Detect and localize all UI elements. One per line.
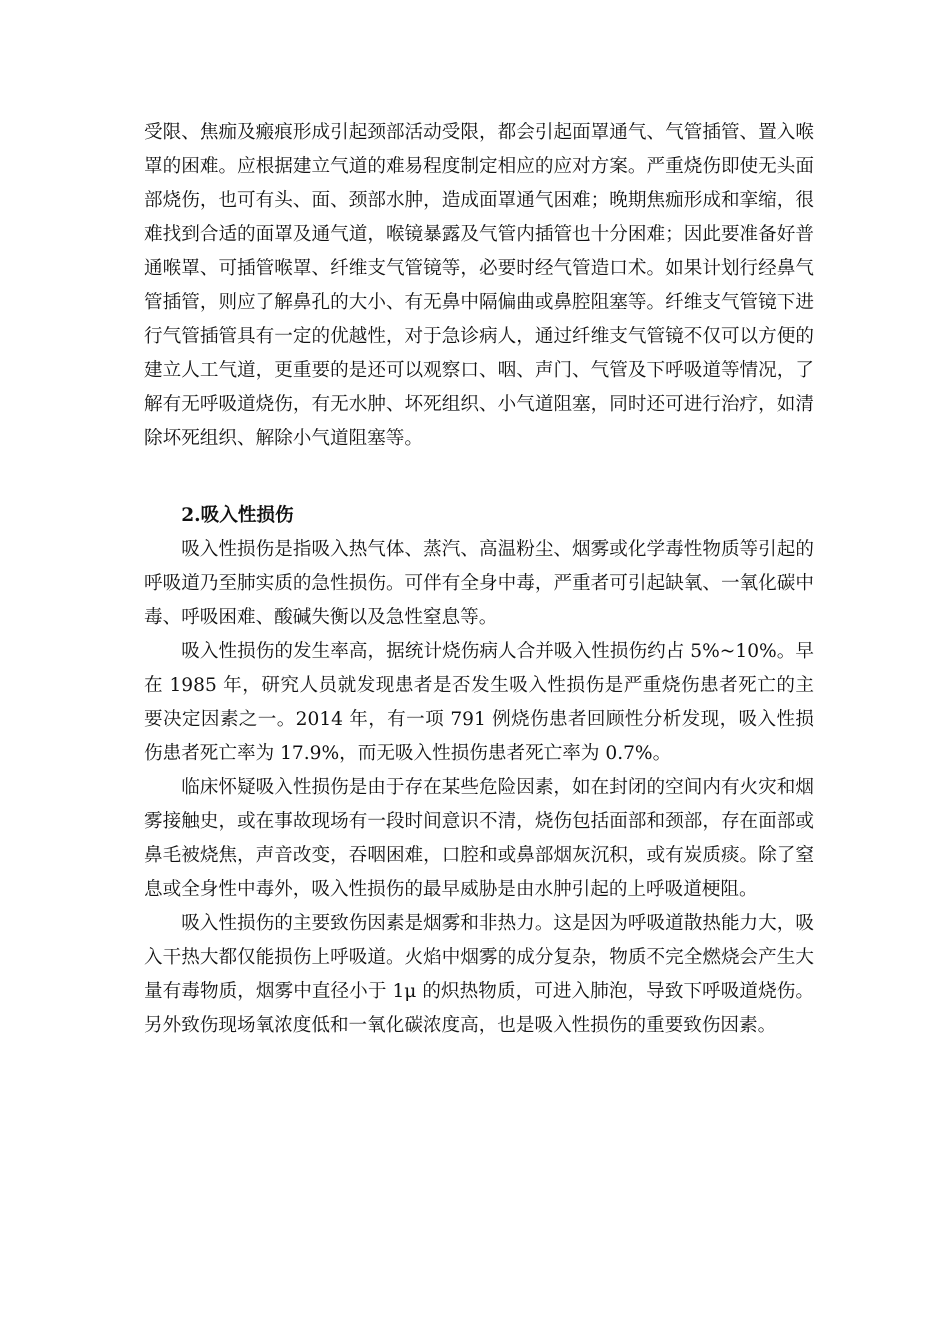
section-spacer (144, 456, 814, 499)
body-paragraph: 吸入性损伤的主要致伤因素是烟雾和非热力。这是因为呼吸道散热能力大，吸入干热大都仅能损伤上呼吸道。火焰中烟雾的成分复杂，物质不完全燃烧会产生大量有毒物质，烟雾中直径小于 1μ 的炽热物质，可进入肺泡，导致下呼吸道烧伤。另外致伤现场氧浓度低和一氧化碳浓度高，也是吸入性损伤的重要致伤因素。 (144, 913, 814, 1036)
body-paragraph: 吸入性损伤的发生率高，据统计烧伤病人合并吸入性损伤约占 5%~10%。早在 1985 年，研究人员就发现患者是否发生吸入性损伤是严重烧伤患者死亡的主要决定因素之一。2014 年，有一项 791 例烧伤患者回顾性分析发现，吸入性损伤患者死亡率为 17.9%，而无吸入性损伤患者死亡率为 0.7%。 (144, 641, 814, 764)
body-paragraph: 临床怀疑吸入性损伤是由于存在某些危险因素，如在封闭的空间内有火灾和烟雾接触史，或在事故现场有一段时间意识不清，烧伤包括面部和颈部，存在面部或鼻毛被烧焦，声音改变，吞咽困难，口腔和或鼻部烟灰沉积，或有炭质痰。除了窒息或全身性中毒外，吸入性损伤的最早威胁是由水肿引起的上呼吸道梗阻。 (144, 777, 814, 900)
body-paragraph: 吸入性损伤是指吸入热气体、蒸汽、高温粉尘、烟雾或化学毒性物质等引起的呼吸道乃至肺实质的急性损伤。可伴有全身中毒，严重者可引起缺氧、一氧化碳中毒、呼吸困难、酸碱失衡以及急性窒息等。 (144, 539, 814, 628)
document-page (144, 116, 814, 1043)
continued-paragraph: 受限、焦痂及瘢痕形成引起颈部活动受限，都会引起面罩通气、气管插管、置入喉罩的困难。应根据建立气道的难易程度制定相应的应对方案。严重烧伤即使无头面部烧伤，也可有头、面、颈部水肿，造成面罩通气困难；晚期焦痂形成和挛缩，很难找到合适的面罩及通气道，喉镜暴露及气管内插管也十分困难；因此要准备好普通喉罩、可插管喉罩、纤维支气管镜等，必要时经气管造口术。如果计划行经鼻气管插管，则应了解鼻孔的大小、有无鼻中隔偏曲或鼻腔阻塞等。纤维支气管镜下进行气管插管具有一定的优越性，对于急诊病人，通过纤维支气管镜不仅可以方便的建立人工气道，更重要的是还可以观察口、咽、声门、气管及下呼吸道等情况，了解有无呼吸道烧伤，有无水肿、坏死组织、小气道阻塞，同时还可进行治疗，如清除坏死组织、解除小气道阻塞等。 (144, 122, 814, 449)
section-heading: 2.吸入性损伤 (181, 505, 294, 526)
